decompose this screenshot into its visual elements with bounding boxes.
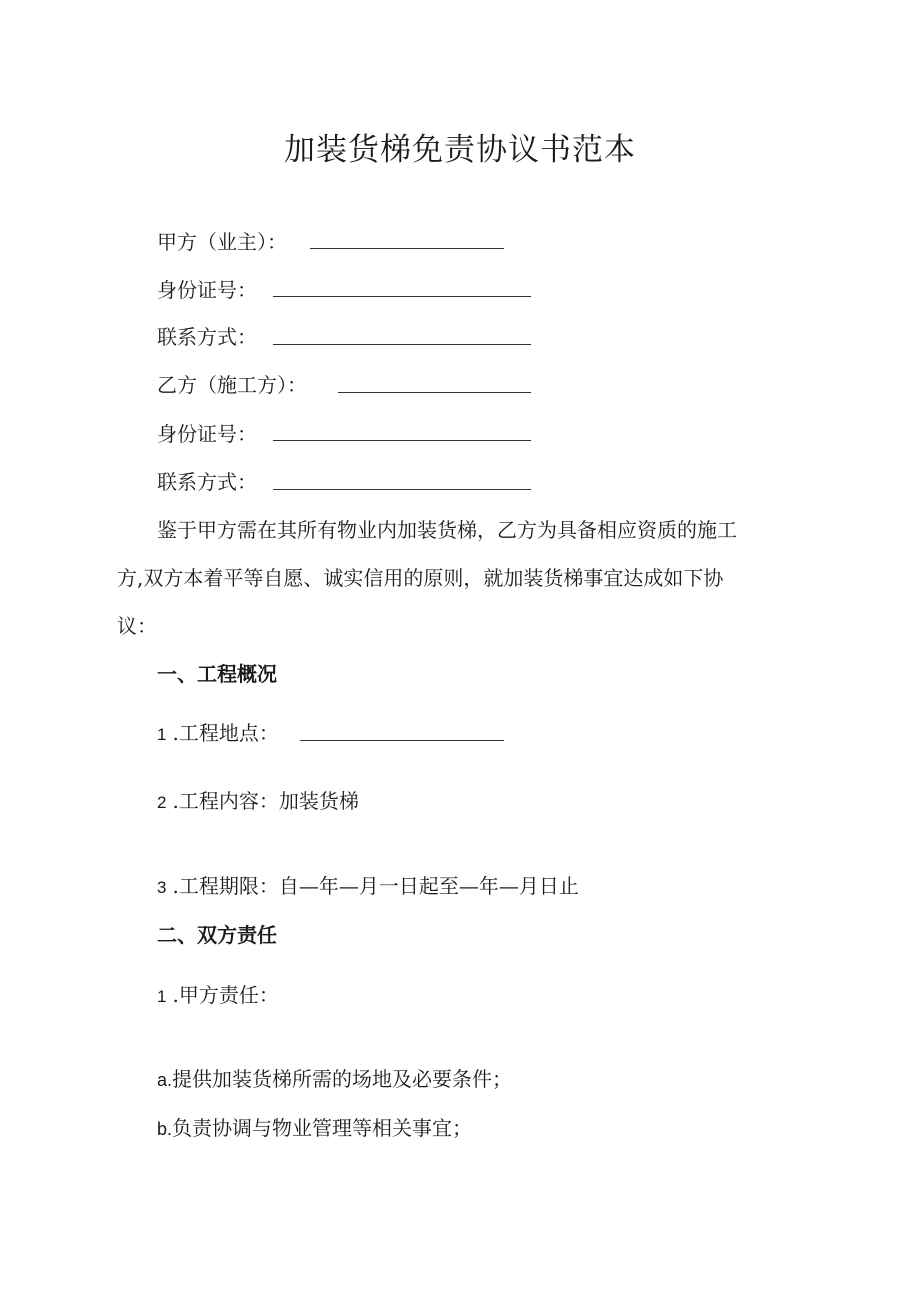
section-1-item-2 — [157, 786, 359, 818]
section-2-item-1 — [157, 980, 279, 1012]
section-1-item-3 — [157, 871, 579, 903]
section-2-heading: 二、双方责任 — [157, 923, 277, 947]
preamble-line-2: 方,双方本着平等自愿、诚实信用的原则，就加装货梯事宜达成如下协 — [117, 566, 724, 590]
preamble-line-3: 议： — [117, 614, 157, 638]
party-b-id-label: 身份证号： — [157, 422, 257, 446]
item-number: 2 — [157, 793, 167, 812]
list-text: 提供加装货梯所需的场地及必要条件； — [172, 1067, 513, 1091]
project-location-blank — [300, 740, 504, 741]
section-1-item-1 — [157, 718, 279, 750]
party-a-id-label: 身份证号： — [157, 278, 257, 302]
item-text: .甲方责任： — [172, 983, 279, 1007]
party-b-contact-blank — [273, 489, 531, 490]
item-text: .工程期限：自—年—月一日起至—年—月日止 — [172, 874, 579, 898]
party-b-contact-label: 联系方式： — [157, 470, 257, 494]
party-a-contact-blank — [273, 344, 531, 345]
item-number: 1 — [157, 987, 167, 1006]
list-text: 负责协调与物业管理等相关事宜； — [172, 1116, 473, 1140]
section-1-heading: 一、工程概况 — [157, 662, 277, 686]
list-letter: b. — [157, 1119, 173, 1139]
list-letter: a. — [157, 1070, 173, 1090]
party-b-contractor-blank — [338, 392, 531, 393]
party-b-contractor-label: 乙方（施工方）： — [157, 373, 307, 397]
item-text: .工程内容：加装货梯 — [172, 789, 359, 813]
party-a-owner-label: 甲方（业主）： — [157, 230, 287, 254]
duty-a — [157, 1064, 512, 1095]
party-a-owner-blank — [310, 248, 504, 249]
item-label: .工程地点： — [172, 721, 279, 745]
item-number: 3 — [157, 878, 167, 897]
party-a-id-blank — [273, 296, 531, 297]
party-b-id-blank — [273, 440, 531, 441]
duty-b — [157, 1113, 472, 1144]
document-title: 加装货梯免责协议书范本 — [284, 132, 636, 168]
party-a-contact-label: 联系方式： — [157, 325, 257, 349]
item-number: 1 — [157, 725, 167, 744]
preamble-line-1: 鉴于甲方需在其所有物业内加装货梯，乙方为具备相应资质的施工 — [157, 518, 737, 542]
